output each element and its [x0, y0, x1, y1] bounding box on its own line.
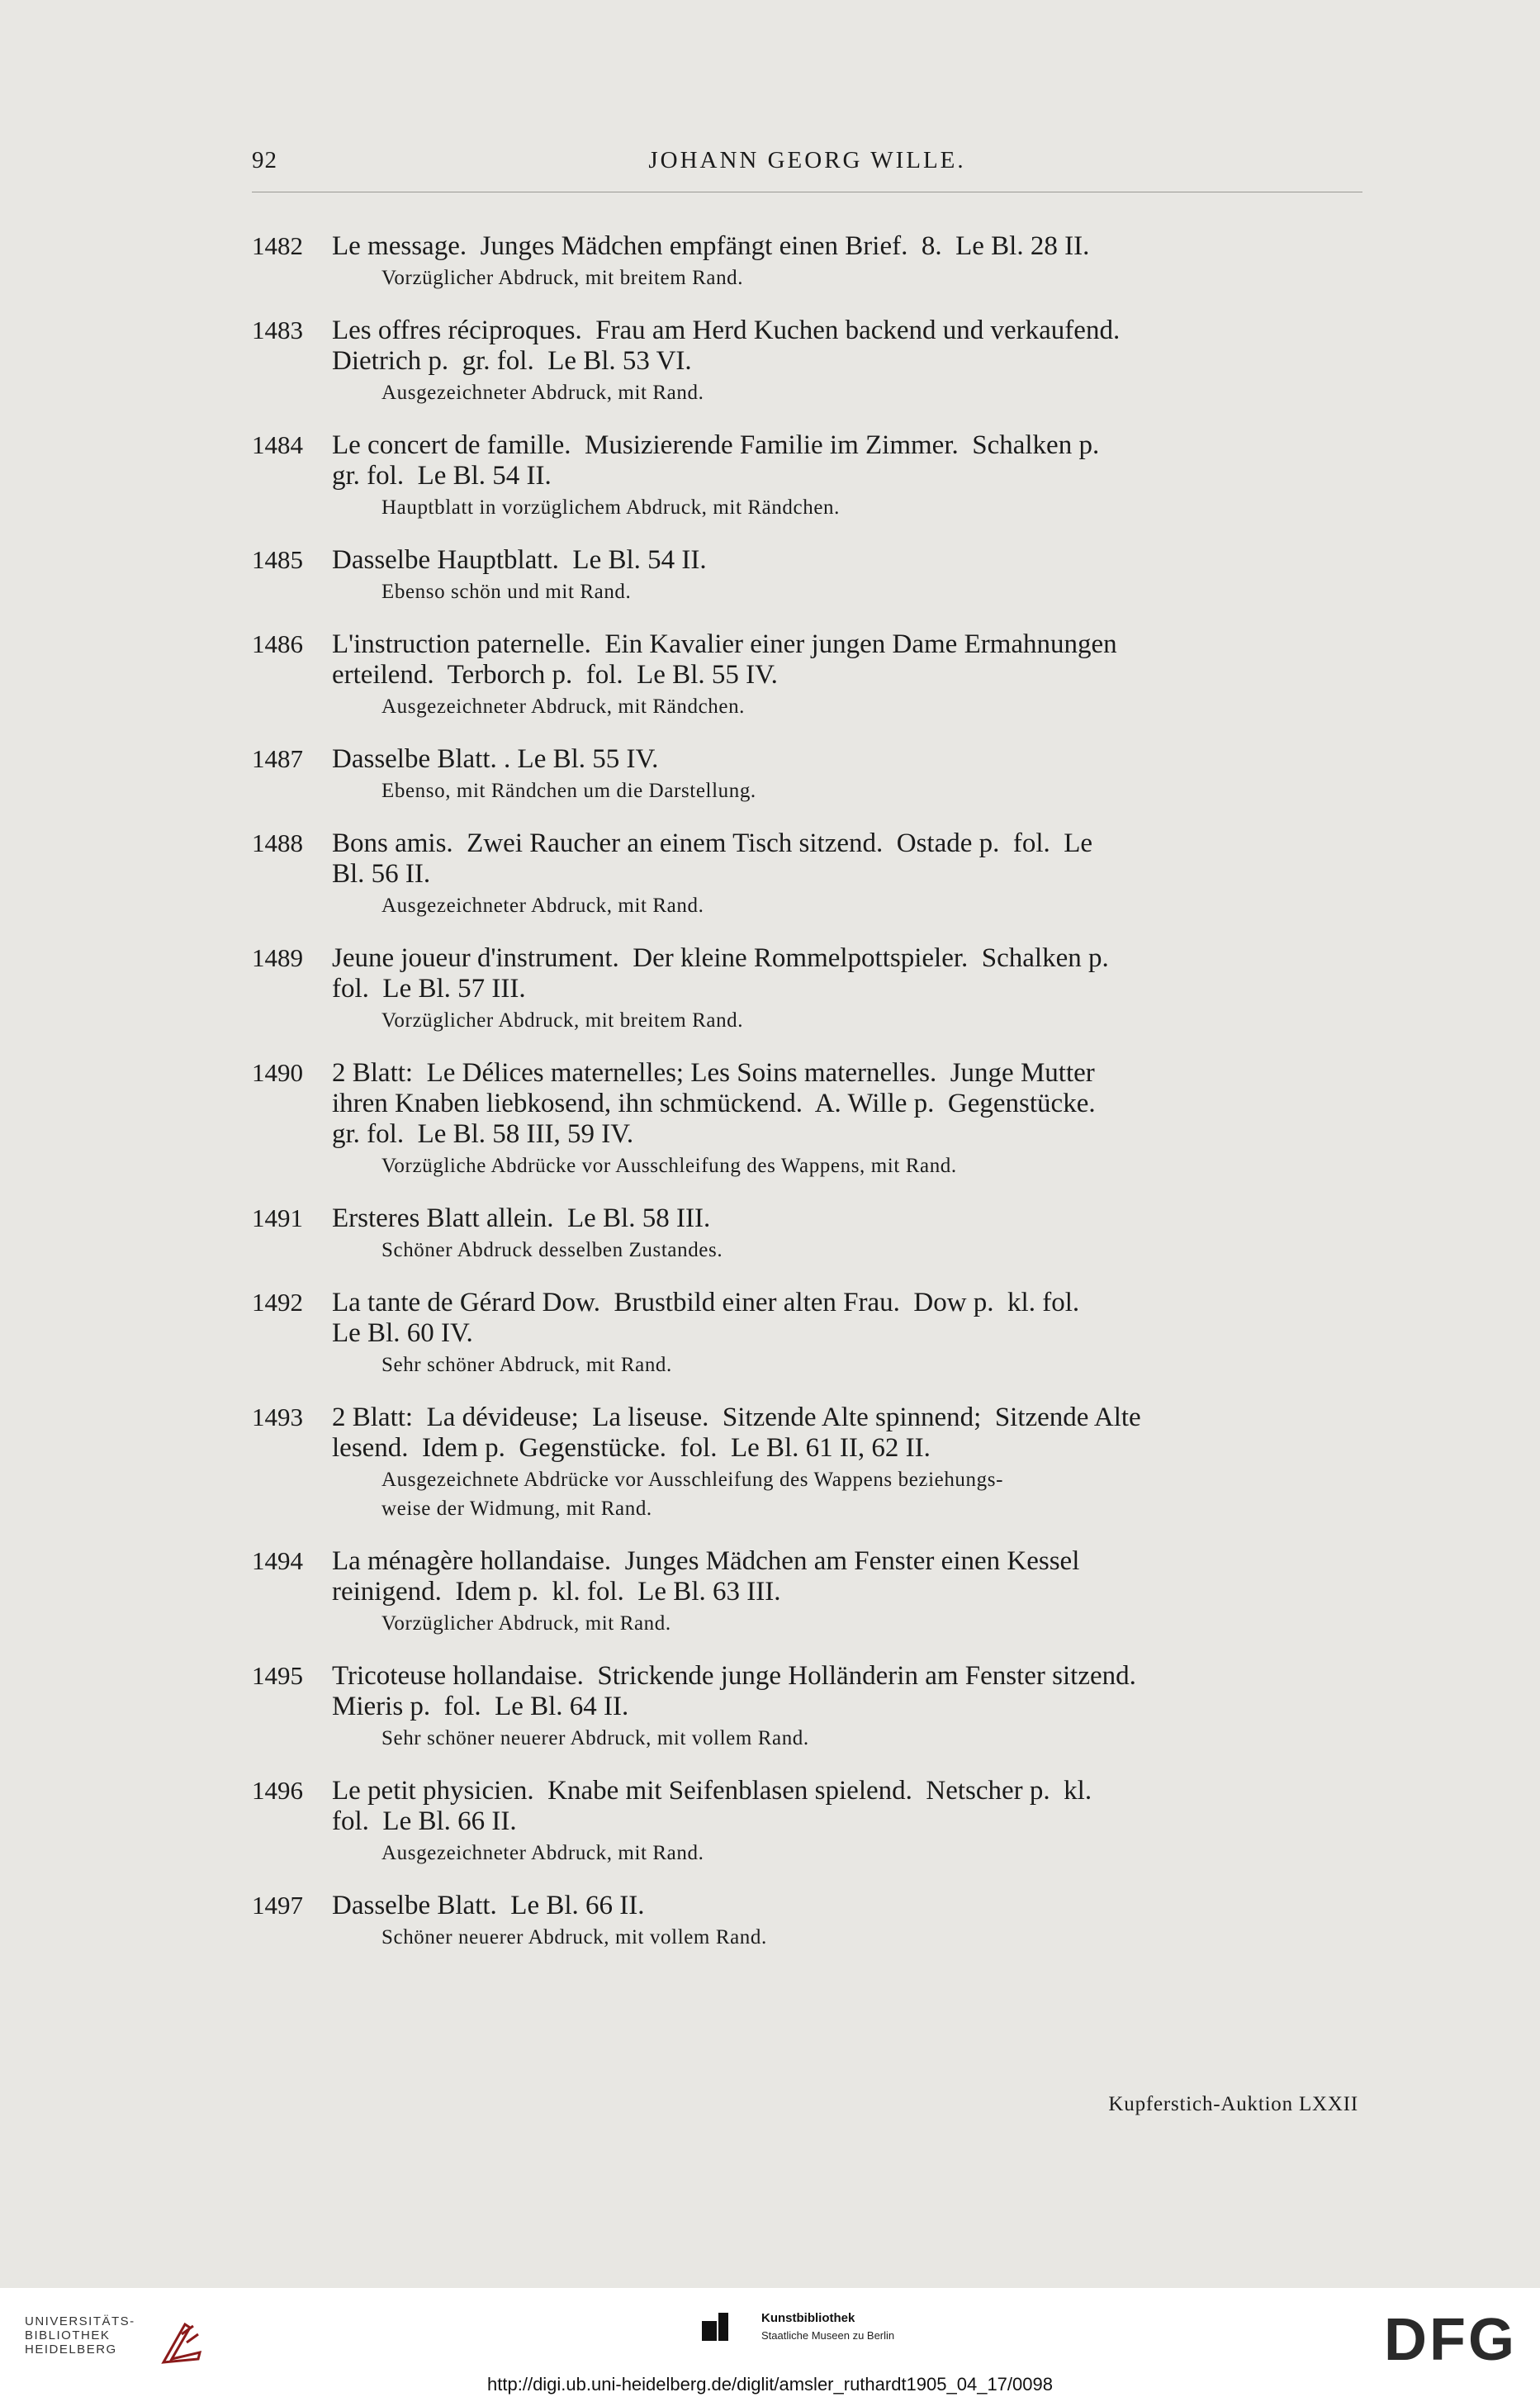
condition-note: Vorzüglicher Abdruck, mit Rand.	[381, 1612, 671, 1635]
catalog-entry	[252, 744, 1362, 804]
lot-number: 1484	[252, 430, 303, 459]
entry-description-line: fol. Le Bl. 66 II.	[332, 1806, 517, 1836]
page-number: 92	[252, 147, 277, 173]
kunstbibliothek-icon	[702, 2313, 728, 2342]
catalog-entry	[252, 545, 1362, 605]
lot-number: 1494	[252, 1546, 303, 1575]
entry-description-line: erteilend. Terborch p. fol. Le Bl. 55 IV.	[332, 660, 778, 690]
entry-description-line: ihren Knaben liebkosend, ihn schmückend. A. Wille p. Gegenstücke.	[332, 1089, 1096, 1118]
condition-note: Vorzügliche Abdrücke vor Ausschleifung des Wappens, mit Rand.	[381, 1155, 957, 1177]
entry-description-line: Jeune joueur d'instrument. Der kleine Rommelpottspieler. Schalken p.	[332, 943, 1109, 973]
entry-description-line: Dasselbe Blatt. . Le Bl. 55 IV.	[332, 744, 659, 774]
viewer-footer-bar	[0, 2288, 1540, 2397]
condition-note: Ebenso, mit Rändchen um die Darstellung.	[381, 780, 756, 802]
page-header	[252, 147, 1362, 180]
entry-description-line: La ménagère hollandaise. Junges Mädchen am Fenster einen Kessel	[332, 1546, 1080, 1576]
entry-description-line: L'instruction paternelle. Ein Kavalier einer jungen Dame Ermahnungen	[332, 629, 1117, 659]
entry-description-line: Dietrich p. gr. fol. Le Bl. 53 VI.	[332, 346, 692, 376]
lot-number: 1490	[252, 1058, 303, 1087]
condition-note: Sehr schöner neuerer Abdruck, mit vollem Rand.	[381, 1727, 809, 1749]
ub-emblem-icon	[157, 2318, 211, 2367]
signature-mark: Kupferstich-Auktion LXXII	[1108, 2093, 1358, 2115]
entry-description-line: Ersteres Blatt allein. Le Bl. 58 III.	[332, 1203, 711, 1233]
entry-description-line: Bons amis. Zwei Raucher an einem Tisch sitzend. Ostade p. fol. Le	[332, 828, 1093, 858]
kb-title: Kunstbibliothek	[761, 2311, 855, 2325]
entry-description-line: Tricoteuse hollandaise. Strickende junge Holländerin am Fenster sitzend.	[332, 1661, 1136, 1691]
condition-note: Ausgezeichneter Abdruck, mit Rand.	[381, 382, 704, 404]
entry-description-line: gr. fol. Le Bl. 58 III, 59 IV.	[332, 1119, 634, 1149]
catalog-entry	[252, 231, 1362, 291]
entry-description-line: La tante de Gérard Dow. Brustbild einer alten Frau. Dow p. kl. fol.	[332, 1288, 1080, 1317]
lot-number: 1488	[252, 828, 303, 857]
condition-note: Sehr schöner Abdruck, mit Rand.	[381, 1354, 672, 1376]
lot-number: 1493	[252, 1403, 303, 1431]
catalog-entry	[252, 1403, 1362, 1521]
lot-number: 1491	[252, 1203, 303, 1232]
entry-description-line: Dasselbe Blatt. Le Bl. 66 II.	[332, 1891, 645, 1920]
catalog-entry	[252, 1058, 1362, 1179]
lot-number: 1486	[252, 629, 303, 658]
permalink-url[interactable]: http://digi.ub.uni-heidelberg.de/diglit/amsler_ruthardt1905_04_17/0098	[487, 2374, 1053, 2395]
lot-number: 1492	[252, 1288, 303, 1317]
condition-note: Vorzüglicher Abdruck, mit breitem Rand.	[381, 1009, 744, 1032]
running-title: JOHANN GEORG WILLE.	[648, 147, 966, 173]
entry-description-line: Le petit physicien. Knabe mit Seifenblasen spielend. Netscher p. kl.	[332, 1776, 1092, 1806]
entry-description-line: Le concert de famille. Musizierende Familie im Zimmer. Schalken p.	[332, 430, 1100, 460]
condition-note: Vorzüglicher Abdruck, mit breitem Rand.	[381, 267, 744, 289]
condition-note: Ausgezeichneter Abdruck, mit Rand.	[381, 895, 704, 917]
catalog-entry	[252, 430, 1362, 520]
condition-note: Ausgezeichnete Abdrücke vor Ausschleifung des Wappens beziehungs-	[381, 1469, 1003, 1491]
lot-number: 1487	[252, 744, 303, 773]
lot-number: 1497	[252, 1891, 303, 1920]
entry-description-line: Bl. 56 II.	[332, 859, 431, 889]
catalog-entry	[252, 1203, 1362, 1263]
catalog-entry	[252, 1546, 1362, 1636]
catalog-entry	[252, 943, 1362, 1033]
condition-note: Schöner neuerer Abdruck, mit vollem Rand.	[381, 1926, 767, 1948]
entry-description-line: Dasselbe Hauptblatt. Le Bl. 54 II.	[332, 545, 707, 575]
condition-note: Schöner Abdruck desselben Zustandes.	[381, 1239, 723, 1261]
entry-description-line: Le Bl. 60 IV.	[332, 1318, 473, 1348]
ub-logo-line: UNIVERSITÄTS-	[25, 2314, 135, 2328]
condition-note: Ausgezeichneter Abdruck, mit Rand.	[381, 1842, 704, 1864]
dfg-logo[interactable]: DFG	[1384, 2307, 1517, 2373]
entry-description-line: Le message. Junges Mädchen empfängt einen Brief. 8. Le Bl. 28 II.	[332, 231, 1090, 261]
ub-logo-line: HEIDELBERG	[25, 2342, 117, 2357]
lot-number: 1495	[252, 1661, 303, 1690]
ub-heidelberg-logo[interactable]	[25, 2314, 135, 2357]
entry-description-line: lesend. Idem p. Gegenstücke. fol. Le Bl. 61 II, 62 II.	[332, 1433, 931, 1463]
kb-subtitle: Staatliche Museen zu Berlin	[761, 2329, 895, 2342]
ub-logo-line: BIBLIOTHEK	[25, 2328, 111, 2342]
condition-note: Hauptblatt in vorzüglichem Abdruck, mit Rändchen.	[381, 496, 840, 519]
lot-number: 1489	[252, 943, 303, 972]
entry-description-line: Les offres réciproques. Frau am Herd Kuchen backend und verkaufend.	[332, 316, 1121, 345]
condition-note: Ausgezeichneter Abdruck, mit Rändchen.	[381, 695, 746, 718]
catalog-entries	[252, 231, 1362, 1975]
catalog-entry	[252, 629, 1362, 719]
lot-number: 1482	[252, 231, 303, 260]
condition-note: weise der Widmung, mit Rand.	[381, 1498, 652, 1520]
entry-description-line: reinigend. Idem p. kl. fol. Le Bl. 63 III.	[332, 1577, 781, 1607]
catalog-entry	[252, 316, 1362, 406]
catalog-entry	[252, 1661, 1362, 1751]
lot-number: 1496	[252, 1776, 303, 1805]
lot-number: 1485	[252, 545, 303, 574]
lot-number: 1483	[252, 316, 303, 344]
catalog-entry	[252, 1776, 1362, 1866]
condition-note: Ebenso schön und mit Rand.	[381, 581, 632, 603]
catalog-entry	[252, 1288, 1362, 1378]
catalog-entry	[252, 1891, 1362, 1950]
entry-description-line: 2 Blatt: Le Délices maternelles; Les Soins maternelles. Junge Mutter	[332, 1058, 1095, 1088]
catalog-entry	[252, 828, 1362, 918]
entry-description-line: Mieris p. fol. Le Bl. 64 II.	[332, 1692, 629, 1721]
entry-description-line: 2 Blatt: La dévideuse; La liseuse. Sitzende Alte spinnend; Sitzende Alte	[332, 1403, 1141, 1432]
entry-description-line: fol. Le Bl. 57 III.	[332, 974, 526, 1004]
entry-description-line: gr. fol. Le Bl. 54 II.	[332, 461, 552, 491]
